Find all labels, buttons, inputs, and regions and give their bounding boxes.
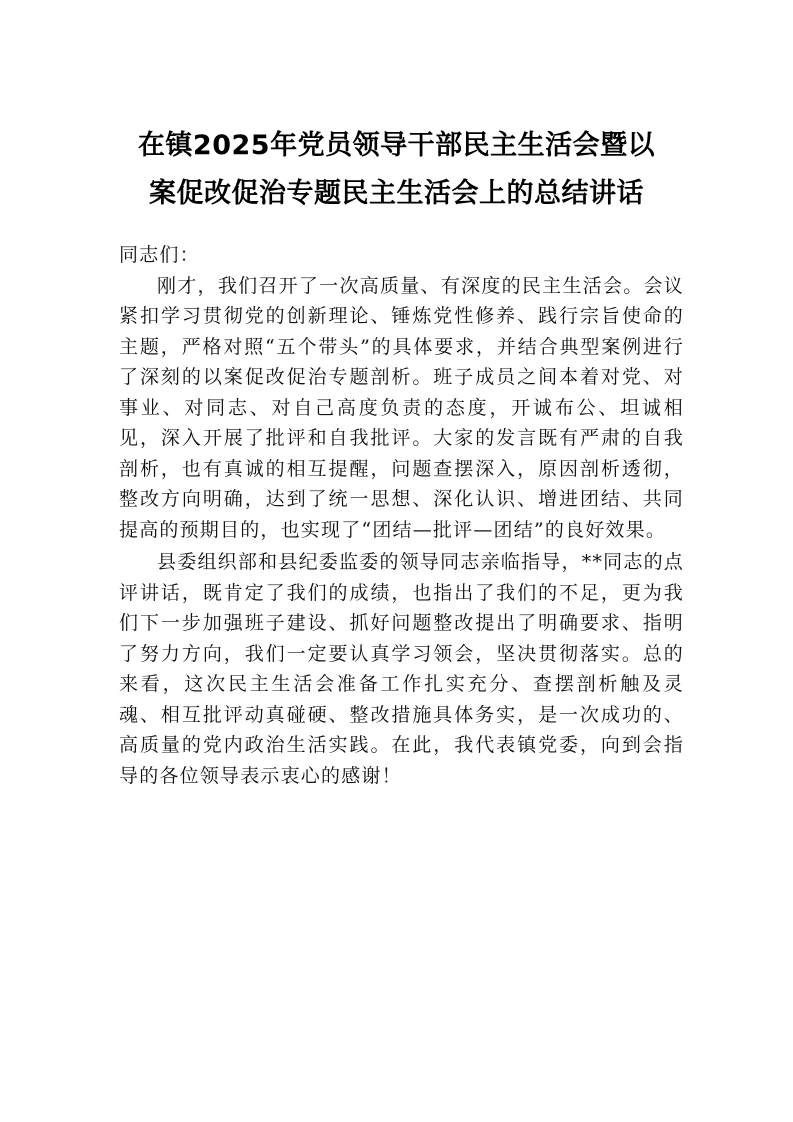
title-line-1: 在镇2025年党员领导干部民主生活会暨以 bbox=[137, 130, 656, 161]
salutation: 同志们： bbox=[119, 244, 200, 266]
paragraph-1: 刚才，我们召开了一次高质量、有深度的民主生活会。会议紧扣学习贯彻党的创新理论、锤炼党性修养、践行宗旨使命的主题，严格对照“五个带头”的具体要求，并结合典型案例进行了深刻的以案促改促治专题剖析。班子成员之间本着对党、对事业、对同志、对自己高度负责的态度，开诚布公、坦诚相见，深入开展了批评和自我批评。大家的发言既有严肃的自我剖析，也有真诚的相互提醒，问题查摆深入，原因剖析透彻，整改方向明确，达到了统一思想、深化认识、增进团结、共同提高的预期目的，也实现了“团结—批评—团结”的良好效果。 bbox=[119, 274, 684, 541]
paragraph-2: 县委组织部和县纪委监委的领导同志亲临指导，**同志的点评讲话，既肯定了我们的成绩，也指出了我们的不足，更为我们下一步加强班子建设、抓好问题整改提出了明确要求、指明了努力方向，我们一定要认真学习领会，坚决贯彻落实。总的来看，这次民主生活会准备工作扎实充分、查摆剖析触及灵魂、相互批评动真碰硬、整改措施具体务实，是一次成功的、高质量的党内政治生活实践。在此，我代表镇党委，向到会指导的各位领导表示衷心的感谢！ bbox=[119, 551, 684, 787]
title-line-2: 案促改促治专题民主生活会上的总结讲话 bbox=[149, 178, 644, 209]
document-body bbox=[119, 240, 684, 791]
document-title bbox=[100, 122, 693, 218]
